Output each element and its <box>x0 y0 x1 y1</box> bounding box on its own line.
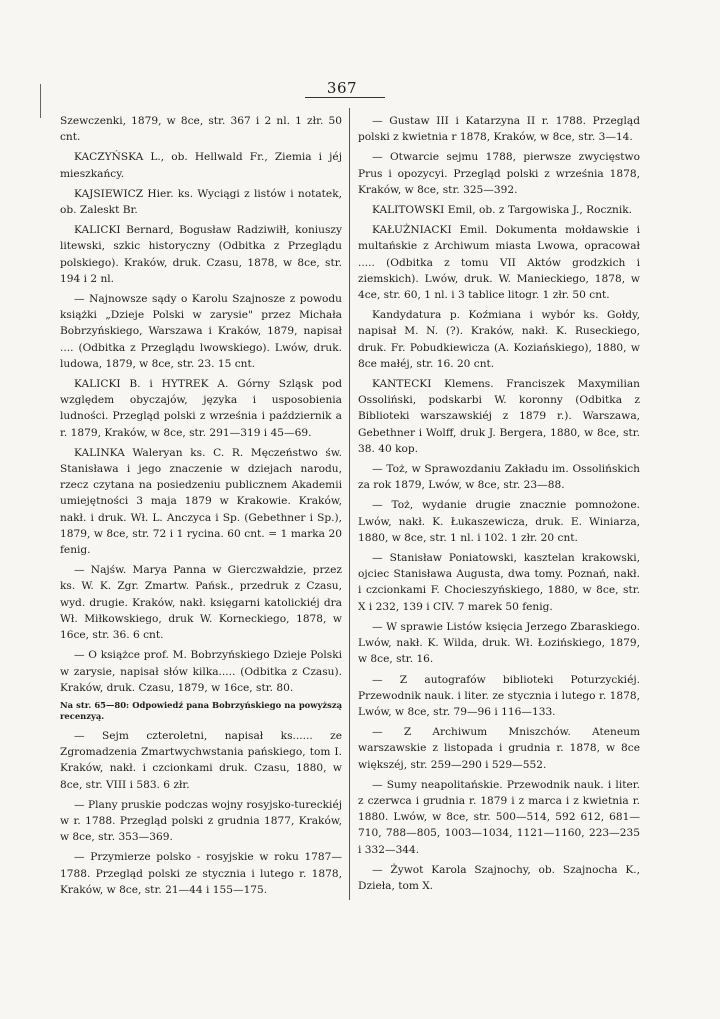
bibliography-entry: KANTECKI Klemens. Franciszek Maxymilian Ossoliński, podskarbi W. koronny (Odbitka z Biblioteki warszawskiéj z 1879 r.). Warszawa, Gebethner i Wolff, druk J. Bergera, 1880, w 8ce, str. 38. 40 kop. <box>358 378 640 455</box>
bibliography-entry: — O książce prof. M. Bobrzyńskiego Dzieje Polski w zarysie, napisał słów kilka..... (Odbitka z Czasu). Kraków, druk. Czasu, 1879, w 16ce, str. 80. <box>60 649 342 694</box>
bibliography-entry: KAŁUŻNIACKI Emil. Dokumenta mołdawskie i multańskie z Archiwum miasta Lwowa, opracował ..... (Odbitka z tomu VII Aktów grodzkich i ziemskich). Lwów, druk. W. Manieckiego, 1878, w 4ce, str. 60, 1 nl. i 3 tablice litogr. 1 złr. 50 cnt. <box>358 224 640 302</box>
bibliography-entry: — Sumy neapolitańskie. Przewodnik nauk. i liter. z czerwca i grudnia r. 1879 i z marca i z kwietnia r. 1880. Lwów, w 8ce, str. 500—514, 592 612, 681—710, 788—805, 1003—1034, 1121—1160, 223—235 i 332—344. <box>358 778 640 856</box>
margin-rule <box>40 84 41 118</box>
bibliography-entry: — Otwarcie sejmu 1788, pierwsze zwycięstwo Prus i opozycyi. Przegląd polski z września 1878, Kraków, w 8ce, str. 325—392. <box>358 151 640 196</box>
bibliography-entry: — W sprawie Listów księcia Jerzego Zbaraskiego. Lwów, nakł. K. Wilda, druk. Wł. Łozińskiego, 1879, w 8ce, str. 16. <box>358 620 640 666</box>
bibliography-entry: — Przymierze polsko - rosyjskie w roku 1787—1788. Przegląd polski ze stycznia i lutego r. 1878, Kraków, w 8ce, str. 21—44 i 155—175. <box>60 851 342 896</box>
bibliography-entry: — Stanisław Poniatowski, kasztelan krakowski, ojciec Stanisława Augusta, dwa tomy. Poznań, nakł. i czcionkami F. Chocieszyńskiego, 1880, w 8ce, str. X i 232, 139 i CIV. 7 marek 50 fenig. <box>358 552 640 613</box>
bibliography-entry: Kandydatura p. Koźmiana i wybór ks. Gołdy, napisał M. N. (?). Kraków, nakł. K. Ruseckiego, druk. Fr. Pobudkiewicza (A. Koziańskiego), 1880, w 8ce małéj, str. 16. 20 cnt. <box>358 309 640 370</box>
bibliography-entry: — Plany pruskie podczas wojny rosyjsko-tureckiéj w r. 1788. Przegląd polski z grudnia 1877, Kraków, w 8ce, str. 353—369. <box>60 798 342 844</box>
bibliography-entry: KALICKI Bernard, Bogusław Radziwiłł, koniuszy litewski, szkic historyczny (Odbitka z Przeglądu polskiego). Kraków, druk. Czasu, 1878, w 8ce, str. 194 i 2 nl. <box>60 224 342 285</box>
right-column <box>358 113 640 898</box>
bibliography-entry: — Toż, wydanie drugie znacznie pomnożone. Lwów, nakł. K. Łukaszewicza, druk. E. Winiarza, 1880, w 8ce, str. 1 nl. i 102. 1 złr. 20 cnt. <box>358 499 640 544</box>
bibliography-entry: KALICKI B. i HYTREK A. Górny Szląsk pod względem obyczajów, języka i usposobienia ludności. Przegląd polski z września i październik a r. 1879, Kraków, w 8ce, str. 291—319 i 45—69. <box>60 378 342 439</box>
bibliography-entry: KAJSIEWICZ Hier. ks. Wyciągi z listów i notatek, ob. Zaleskt Br. <box>60 187 342 217</box>
bibliography-entry: — Z autografów biblioteki Poturzyckiéj. Przewodnik nauk. i liter. ze stycznia i lutego r. 1878, Lwów, w 8ce, str. 79—96 i 116—133. <box>358 673 640 718</box>
bibliography-entry: — Gustaw III i Katarzyna II r. 1788. Przegląd polski z kwietnia r 1878, Kraków, w 8ce, str. 3—14. <box>358 115 640 144</box>
bibliography-entry: — Toż, w Sprawozdaniu Zakładu im. Ossolińskich za rok 1879, Lwów, w 8ce, str. 23—88. <box>358 463 640 492</box>
bibliography-entry: Szewczenki, 1879, w 8ce, str. 367 i 2 nl. 1 złr. 50 cnt. <box>60 115 342 144</box>
left-column <box>60 113 342 902</box>
page-number: 367 <box>326 79 358 97</box>
footnote: Na str. 65—80: Odpowiedź pana Bobrzyńskiego na powyższą recenzyą. <box>60 699 342 722</box>
bibliography-entry: — Najśw. Marya Panna w Gierczwałdzie, przez ks. W. K. Zgr. Zmartw. Pańsk., przedruk z Czasu, wyd. drugie. Kraków, nakł. księgarni katolickiéj dra Wł. Miłkowskiego, druk W. Korneckiego, 1878, w 16ce, str. 36. 6 cnt. <box>60 564 342 642</box>
header-rule <box>305 97 385 98</box>
bibliography-entry: — Z Archiwum Mniszchów. Ateneum warszawskie z listopada i grudnia r. 1878, w 8ce większéj, str. 259—290 i 529—552. <box>358 726 640 771</box>
bibliography-entry: KALITOWSKI Emil, ob. z Targowiska J., Rocznik. <box>372 204 633 217</box>
column-divider <box>349 108 350 900</box>
bibliography-entry: KALINKA Waleryan ks. C. R. Męczeństwo św. Stanisława i jego znaczenie w dziejach narodu, rzecz czytana na posiedzeniu publicznem Akademii umiejętności 3 maja 1879 w Krakowie. Kraków, nakł. i druk. Wł. L. Anczyca i Sp. (Gebethner i Sp.), 1879, w 8ce, str. 72 i 1 rycina. 60 cnt. = 1 marka 20 fenig. <box>60 446 342 557</box>
bibliography-entry: — Sejm czteroletni, napisał ks...... ze Zgromadzenia Zmartwychwstania pańskiego, tom I. Kraków, nakł. i czcionkami druk. Czasu, 1880, w 8ce, str. VIII i 583. 6 złr. <box>60 729 342 791</box>
bibliography-entry: — Żywot Karola Szajnochy, ob. Szajnocha K., Dzieła, tom X. <box>358 863 640 892</box>
bibliography-entry: KACZYŃSKA L., ob. Hellwald Fr., Ziemia i jéj mieszkańcy. <box>60 151 342 180</box>
bibliography-entry: — Najnowsze sądy o Karolu Szajnosze z powodu książki „Dzieje Polski w zarysie" przez Michała Bobrzyńskiego, Warszawa i Kraków, 1879, napisał .... (Odbitka z Przeglądu lwowskiego). Lwów, druk. ludowa, 1879, w 8ce, str. 23. 15 cnt. <box>60 293 342 370</box>
